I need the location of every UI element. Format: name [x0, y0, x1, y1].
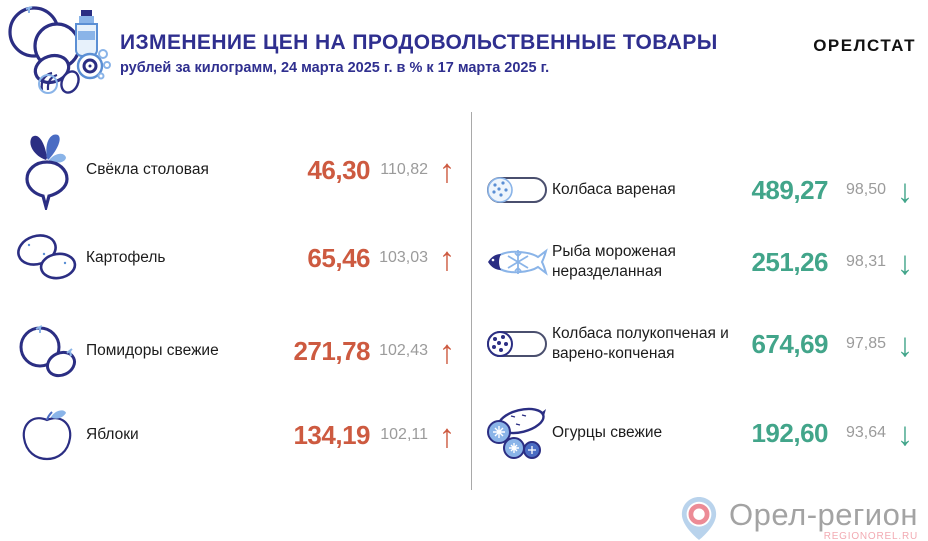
price-value: 46,30: [307, 154, 370, 185]
up-arrow-icon: ↑: [438, 416, 456, 454]
percent-value: 93,64: [845, 424, 886, 441]
smoked-sausage-icon: [480, 326, 552, 362]
down-arrow-icon: ↓: [896, 243, 914, 281]
beet-icon: [8, 130, 86, 210]
down-arrow-icon: ↓: [896, 414, 914, 452]
brand-site: REGIONOREL.RU: [823, 531, 918, 541]
product-label: Свёкла столовая: [86, 160, 209, 178]
price-value: 251,26: [751, 246, 828, 277]
frozen-fish-icon: [480, 245, 552, 279]
price-value: 134,19: [293, 419, 370, 450]
product-row-apples: [8, 393, 458, 477]
percent-value: 98,31: [845, 253, 886, 270]
product-label: Помидоры свежие: [86, 341, 219, 359]
up-arrow-icon: ↑: [438, 151, 456, 189]
product-label: Картофель: [86, 248, 166, 266]
boiled-sausage-icon: [480, 172, 552, 208]
product-label: Огурцы свежие: [552, 423, 663, 441]
percent-value: 97,85: [845, 335, 886, 352]
product-row-frozen-fish: [480, 220, 916, 304]
apple-icon: [8, 408, 86, 462]
down-arrow-icon: ↓: [896, 325, 914, 363]
page-subtitle: рублей за килограмм, 24 марта 2025 г. в % к 17 марта 2025 г.: [120, 60, 550, 76]
brand-name: Орел-регион: [729, 497, 918, 532]
cucumbers-icon: [480, 405, 552, 461]
product-row-smoked-sausage: [480, 302, 916, 386]
product-row-potatoes: [8, 216, 458, 300]
tomatoes-icon: [8, 324, 86, 378]
percent-value: 98,50: [845, 181, 886, 198]
percent-value: 110,82: [380, 161, 428, 178]
price-value: 65,46: [307, 242, 370, 273]
price-value: 271,78: [293, 335, 370, 366]
percent-value: 103,03: [379, 249, 428, 266]
product-label: Рыба мороженая неразделанная: [552, 242, 676, 280]
up-arrow-icon: ↑: [438, 332, 456, 370]
product-label: Колбаса вареная: [552, 180, 676, 198]
food-products-illustration-icon: [2, 4, 112, 99]
map-pin-icon: [679, 494, 719, 541]
agency-name: ОРЕЛСТАТ: [813, 36, 916, 55]
potatoes-icon: [8, 233, 86, 283]
product-label: Яблоки: [86, 425, 139, 443]
brand-text: [729, 499, 918, 541]
product-label: Колбаса полукопченая и варено-копченая: [552, 324, 729, 362]
product-row-tomatoes: [8, 309, 458, 393]
price-value: 674,69: [751, 328, 828, 359]
header: [120, 31, 718, 76]
up-arrow-icon: ↑: [438, 239, 456, 277]
page-title: ИЗМЕНЕНИЕ ЦЕН НА ПРОДОВОЛЬСТВЕННЫЕ ТОВАРЫ: [120, 31, 718, 54]
down-arrow-icon: ↓: [896, 171, 914, 209]
footer-brand: [679, 494, 918, 541]
percent-value: 102,11: [380, 426, 428, 443]
price-value: 489,27: [751, 174, 828, 205]
percent-value: 102,43: [379, 342, 428, 359]
product-row-beet: [8, 128, 458, 212]
column-divider: [471, 112, 472, 490]
product-row-cucumbers: [480, 391, 916, 475]
price-value: 192,60: [751, 417, 828, 448]
